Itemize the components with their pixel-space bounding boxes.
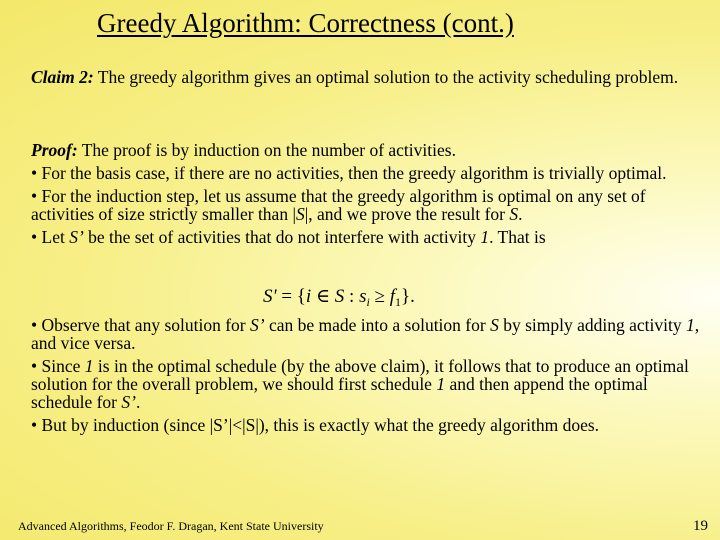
proof-intro: The proof is by induction on the number of activities. bbox=[77, 140, 456, 160]
bullet-induction-step: • For the induction step, let us assume that the greedy algorithm is optimal on any set of activities of size strictly smaller than |S|, and we prove the result for S. bbox=[31, 186, 646, 224]
page-number: 19 bbox=[693, 518, 708, 534]
proof-block bbox=[31, 141, 701, 246]
bullet-basis-case: • For the basis case, if there are no activities, then the greedy algorithm is trivially optimal. bbox=[31, 163, 667, 183]
slide-title: Greedy Algorithm: Correctness (cont.) bbox=[97, 8, 514, 38]
bullet-observe: • Observe that any solution for S’ can be made into a solution for S by simply adding activity 1, and vice versa. bbox=[31, 315, 700, 353]
claim-paragraph bbox=[31, 68, 701, 86]
claim-label: Claim 2: bbox=[31, 67, 94, 87]
proof-label: Proof: bbox=[31, 140, 78, 160]
claim-text: The greedy algorithm gives an optimal solution to the activity scheduling problem. bbox=[93, 67, 679, 87]
bullet-since: • Since 1 is in the optimal schedule (by the above claim), it follows that to produce an optimal solution for the overall problem, we should first schedule 1 and then append the optimal schedule for S’. bbox=[31, 356, 689, 412]
set-definition-equation: S' = {i ∈ S : $s_i \ge f_1$}. bbox=[263, 286, 415, 309]
slide-footer: Advanced Algorithms, Feodor F. Dragan, Kent State University bbox=[18, 519, 324, 533]
bullet-by-induction: • But by induction (since |S’|<|S|), this is exactly what the greedy algorithm does. bbox=[31, 415, 600, 435]
proof-continuation bbox=[31, 316, 701, 434]
bullet-define-s-prime: • Let S’ be the set of activities that do not interfere with activity 1. That is bbox=[31, 227, 546, 247]
